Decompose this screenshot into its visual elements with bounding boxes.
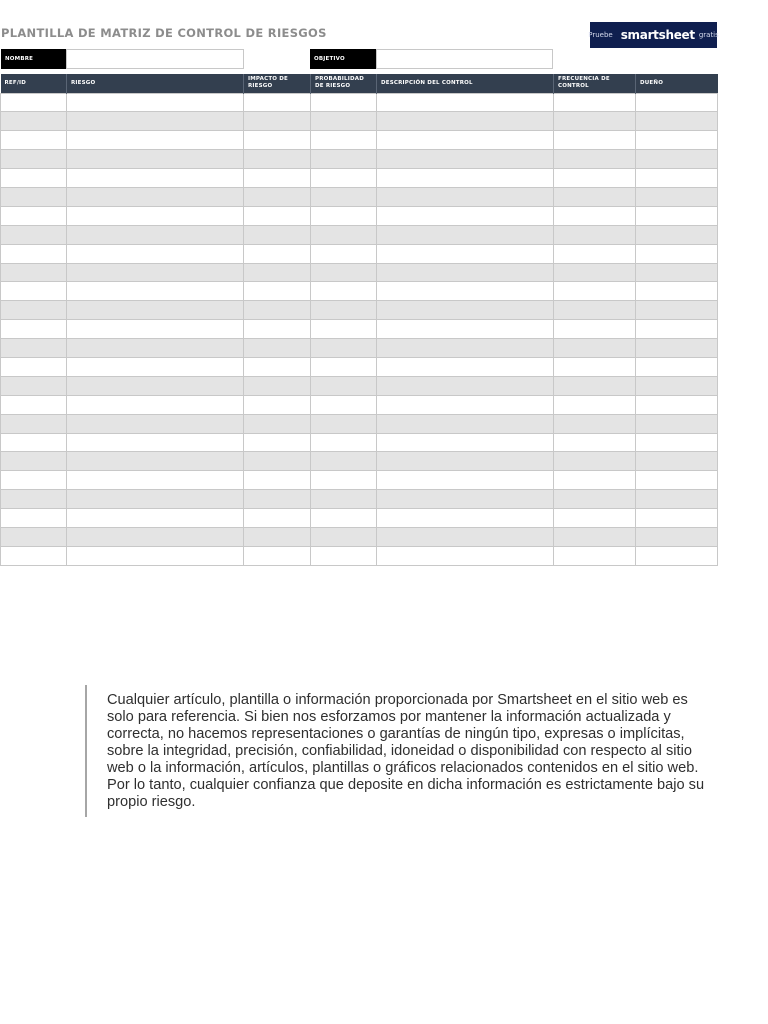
- table-cell[interactable]: [311, 527, 377, 546]
- table-cell[interactable]: [554, 414, 636, 433]
- table-cell[interactable]: [244, 169, 311, 188]
- table-cell[interactable]: [244, 471, 311, 490]
- table-cell[interactable]: [636, 206, 718, 225]
- table-cell[interactable]: [1, 471, 67, 490]
- table-cell[interactable]: [554, 187, 636, 206]
- objetivo-label: OBJETIVO: [310, 49, 376, 69]
- table-cell[interactable]: [377, 131, 554, 150]
- table-cell[interactable]: [377, 527, 554, 546]
- table-cell[interactable]: [554, 93, 636, 112]
- table-cell[interactable]: [311, 395, 377, 414]
- table-cell[interactable]: [377, 225, 554, 244]
- table-cell[interactable]: [377, 263, 554, 282]
- table-cell[interactable]: [636, 282, 718, 301]
- table-cell[interactable]: [636, 376, 718, 395]
- table-cell[interactable]: [636, 93, 718, 112]
- column-header-ref-id: REF/ID: [1, 74, 67, 93]
- table-cell[interactable]: [1, 433, 67, 452]
- table-cell[interactable]: [311, 112, 377, 131]
- table-cell[interactable]: [554, 527, 636, 546]
- table-cell[interactable]: [554, 339, 636, 358]
- table-cell[interactable]: [636, 187, 718, 206]
- table-cell[interactable]: [311, 169, 377, 188]
- table-cell[interactable]: [311, 546, 377, 565]
- table-cell[interactable]: [1, 263, 67, 282]
- table-cell[interactable]: [554, 509, 636, 528]
- table-cell[interactable]: [377, 546, 554, 565]
- table-cell[interactable]: [636, 112, 718, 131]
- table-cell[interactable]: [1, 131, 67, 150]
- table-cell[interactable]: [311, 301, 377, 320]
- table-cell[interactable]: [1, 339, 67, 358]
- table-cell[interactable]: [244, 395, 311, 414]
- table-cell[interactable]: [244, 244, 311, 263]
- table-cell[interactable]: [67, 131, 244, 150]
- table-row: [1, 187, 718, 206]
- table-cell[interactable]: [554, 320, 636, 339]
- table-row: [1, 150, 718, 169]
- table-cell[interactable]: [67, 206, 244, 225]
- table-row: [1, 509, 718, 528]
- table-cell[interactable]: [1, 357, 67, 376]
- table-cell[interactable]: [311, 490, 377, 509]
- table-cell[interactable]: [377, 433, 554, 452]
- table-cell[interactable]: [67, 93, 244, 112]
- table-cell[interactable]: [67, 395, 244, 414]
- table-cell[interactable]: [554, 244, 636, 263]
- table-header-row: [1, 74, 718, 93]
- table-cell[interactable]: [554, 471, 636, 490]
- column-header-descripcion: DESCRIPCIÓN DEL CONTROL: [377, 74, 554, 93]
- table-cell[interactable]: [377, 357, 554, 376]
- table-row: [1, 282, 718, 301]
- nombre-label: NOMBRE: [1, 49, 66, 69]
- table-cell[interactable]: [636, 339, 718, 358]
- table-cell[interactable]: [67, 546, 244, 565]
- table-cell[interactable]: [67, 509, 244, 528]
- table-cell[interactable]: [636, 263, 718, 282]
- table-cell[interactable]: [244, 112, 311, 131]
- table-cell[interactable]: [1, 509, 67, 528]
- table-cell[interactable]: [311, 414, 377, 433]
- table-cell[interactable]: [554, 206, 636, 225]
- table-cell[interactable]: [636, 452, 718, 471]
- table-cell[interactable]: [311, 263, 377, 282]
- table-cell[interactable]: [244, 301, 311, 320]
- table-cell[interactable]: [244, 527, 311, 546]
- column-header-frecuencia: FRECUENCIA DE CONTROL: [554, 74, 636, 93]
- table-row: [1, 320, 718, 339]
- table-row: [1, 527, 718, 546]
- table-cell[interactable]: [636, 414, 718, 433]
- table-cell[interactable]: [67, 414, 244, 433]
- table-cell[interactable]: [311, 509, 377, 528]
- table-cell[interactable]: [377, 339, 554, 358]
- table-cell[interactable]: [67, 527, 244, 546]
- table-cell[interactable]: [636, 301, 718, 320]
- table-cell[interactable]: [311, 244, 377, 263]
- table-cell[interactable]: [377, 395, 554, 414]
- table-cell[interactable]: [67, 169, 244, 188]
- table-cell[interactable]: [1, 546, 67, 565]
- table-cell[interactable]: [636, 471, 718, 490]
- table-cell[interactable]: [554, 150, 636, 169]
- table-cell[interactable]: [377, 150, 554, 169]
- column-header-impacto: IMPACTO DE RIESGO: [244, 74, 311, 93]
- table-cell[interactable]: [311, 320, 377, 339]
- table-cell[interactable]: [244, 187, 311, 206]
- table-cell[interactable]: [244, 150, 311, 169]
- table-row: [1, 225, 718, 244]
- table-cell[interactable]: [244, 282, 311, 301]
- table-cell[interactable]: [311, 339, 377, 358]
- table-cell[interactable]: [244, 320, 311, 339]
- table-cell[interactable]: [311, 150, 377, 169]
- table-cell[interactable]: [67, 301, 244, 320]
- table-row: [1, 169, 718, 188]
- table-cell[interactable]: [67, 452, 244, 471]
- table-cell[interactable]: [377, 414, 554, 433]
- table-cell[interactable]: [554, 433, 636, 452]
- table-cell[interactable]: [67, 339, 244, 358]
- table-cell[interactable]: [1, 150, 67, 169]
- table-cell[interactable]: [636, 244, 718, 263]
- table-cell[interactable]: [1, 452, 67, 471]
- table-cell[interactable]: [554, 490, 636, 509]
- table-cell[interactable]: [1, 376, 67, 395]
- table-cell[interactable]: [311, 131, 377, 150]
- objetivo-field[interactable]: [376, 49, 553, 69]
- table-cell[interactable]: [377, 490, 554, 509]
- table-cell[interactable]: [311, 357, 377, 376]
- table-cell[interactable]: [244, 357, 311, 376]
- table-row: [1, 206, 718, 225]
- table-cell[interactable]: [67, 263, 244, 282]
- table-cell[interactable]: [1, 282, 67, 301]
- table-cell[interactable]: [1, 244, 67, 263]
- table-cell[interactable]: [67, 187, 244, 206]
- table-cell[interactable]: [244, 509, 311, 528]
- table-cell[interactable]: [1, 169, 67, 188]
- table-cell[interactable]: [377, 452, 554, 471]
- disclaimer-text: Cualquier artículo, plantilla o información proporcionada por Smartsheet en el sitio web es solo para referencia. Si bien nos esforzamos por mantener la información actualizada y correcta, no hacemos representaciones o garantías de ningún tipo, expresas o implícitas, sobre la integridad, precisión, confiabilidad, idoneidad o disponibilidad con respecto al sitio web o la información, artículos, plantillas o gráficos relacionados contenidos en el sitio web. Por lo tanto, cualquier confianza que deposite en dicha información es estrictamente bajo su propio riesgo.: [107, 692, 705, 810]
- table-cell[interactable]: [554, 112, 636, 131]
- table-cell[interactable]: [554, 546, 636, 565]
- table-cell[interactable]: [311, 471, 377, 490]
- table-cell[interactable]: [67, 320, 244, 339]
- table-row: [1, 433, 718, 452]
- table-cell[interactable]: [244, 206, 311, 225]
- table-row: [1, 131, 718, 150]
- table-cell[interactable]: [636, 527, 718, 546]
- table-cell[interactable]: [636, 150, 718, 169]
- table-cell[interactable]: [377, 301, 554, 320]
- table-cell[interactable]: [311, 452, 377, 471]
- table-cell[interactable]: [311, 225, 377, 244]
- column-header-riesgo: RIESGO: [67, 74, 244, 93]
- table-cell[interactable]: [67, 357, 244, 376]
- table-cell[interactable]: [377, 112, 554, 131]
- table-cell[interactable]: [1, 112, 67, 131]
- disclaimer-box: [85, 685, 705, 817]
- table-cell[interactable]: [244, 131, 311, 150]
- table-row: [1, 414, 718, 433]
- table-cell[interactable]: [554, 395, 636, 414]
- table-cell[interactable]: [377, 509, 554, 528]
- table-cell[interactable]: [67, 471, 244, 490]
- table-cell[interactable]: [377, 320, 554, 339]
- table-row: [1, 471, 718, 490]
- table-cell[interactable]: [554, 131, 636, 150]
- table-cell[interactable]: [377, 187, 554, 206]
- table-cell[interactable]: [1, 187, 67, 206]
- table-cell[interactable]: [244, 490, 311, 509]
- table-cell[interactable]: [1, 527, 67, 546]
- table-cell[interactable]: [1, 301, 67, 320]
- table-cell[interactable]: [554, 376, 636, 395]
- table-cell[interactable]: [244, 546, 311, 565]
- column-header-dueno: DUEÑO: [636, 74, 718, 93]
- table-row: [1, 546, 718, 565]
- table-cell[interactable]: [1, 414, 67, 433]
- table-row: [1, 263, 718, 282]
- table-row: [1, 357, 718, 376]
- table-cell[interactable]: [636, 509, 718, 528]
- table-cell[interactable]: [377, 282, 554, 301]
- table-row: [1, 93, 718, 112]
- table-cell[interactable]: [244, 339, 311, 358]
- table-cell[interactable]: [377, 206, 554, 225]
- table-cell[interactable]: [377, 471, 554, 490]
- table-cell[interactable]: [67, 490, 244, 509]
- table-cell[interactable]: [244, 452, 311, 471]
- table-cell[interactable]: [67, 433, 244, 452]
- table-cell[interactable]: [377, 169, 554, 188]
- table-cell[interactable]: [377, 376, 554, 395]
- table-row: [1, 112, 718, 131]
- table-cell[interactable]: [636, 357, 718, 376]
- table-cell[interactable]: [67, 112, 244, 131]
- table-cell[interactable]: [554, 169, 636, 188]
- table-cell[interactable]: [244, 376, 311, 395]
- table-cell[interactable]: [311, 282, 377, 301]
- table-cell[interactable]: [1, 93, 67, 112]
- logo-prefix: Pruebe: [588, 31, 613, 39]
- table-cell[interactable]: [311, 376, 377, 395]
- risk-control-table: [0, 74, 718, 566]
- table-cell[interactable]: [67, 376, 244, 395]
- table-cell[interactable]: [554, 225, 636, 244]
- table-cell[interactable]: [244, 263, 311, 282]
- table-cell[interactable]: [636, 433, 718, 452]
- table-cell[interactable]: [377, 244, 554, 263]
- table-cell[interactable]: [554, 301, 636, 320]
- table-row: [1, 376, 718, 395]
- logo-brand: smartsheet: [620, 28, 695, 42]
- table-cell[interactable]: [636, 490, 718, 509]
- table-row: [1, 395, 718, 414]
- table-cell[interactable]: [636, 169, 718, 188]
- table-cell[interactable]: [377, 93, 554, 112]
- table-cell[interactable]: [636, 225, 718, 244]
- table-cell[interactable]: [244, 225, 311, 244]
- table-cell[interactable]: [1, 320, 67, 339]
- table-cell[interactable]: [636, 320, 718, 339]
- table-cell[interactable]: [244, 93, 311, 112]
- table-cell[interactable]: [67, 244, 244, 263]
- nombre-field[interactable]: [66, 49, 244, 69]
- table-body: [1, 93, 718, 565]
- table-cell[interactable]: [1, 395, 67, 414]
- page-title: PLANTILLA DE MATRIZ DE CONTROL DE RIESGOS: [1, 26, 327, 40]
- table-cell[interactable]: [1, 490, 67, 509]
- table-row: [1, 490, 718, 509]
- smartsheet-logo-link[interactable]: [590, 22, 717, 48]
- table-cell[interactable]: [311, 433, 377, 452]
- table-cell[interactable]: [554, 357, 636, 376]
- table-cell[interactable]: [554, 263, 636, 282]
- table-cell[interactable]: [1, 206, 67, 225]
- table-cell[interactable]: [311, 206, 377, 225]
- table-cell[interactable]: [67, 225, 244, 244]
- column-header-probabilidad: PROBABILIDAD DE RIESGO: [311, 74, 377, 93]
- table-cell[interactable]: [244, 433, 311, 452]
- table-cell[interactable]: [67, 150, 244, 169]
- table-cell[interactable]: [244, 414, 311, 433]
- table-cell[interactable]: [67, 282, 244, 301]
- logo-suffix: gratis: [698, 31, 719, 39]
- table-row: [1, 339, 718, 358]
- table-row: [1, 244, 718, 263]
- table-cell[interactable]: [554, 282, 636, 301]
- table-cell[interactable]: [636, 395, 718, 414]
- table-cell[interactable]: [554, 452, 636, 471]
- table-cell[interactable]: [311, 93, 377, 112]
- table-row: [1, 452, 718, 471]
- table-cell[interactable]: [1, 225, 67, 244]
- table-row: [1, 301, 718, 320]
- table-cell[interactable]: [636, 131, 718, 150]
- table-cell[interactable]: [311, 187, 377, 206]
- table-cell[interactable]: [636, 546, 718, 565]
